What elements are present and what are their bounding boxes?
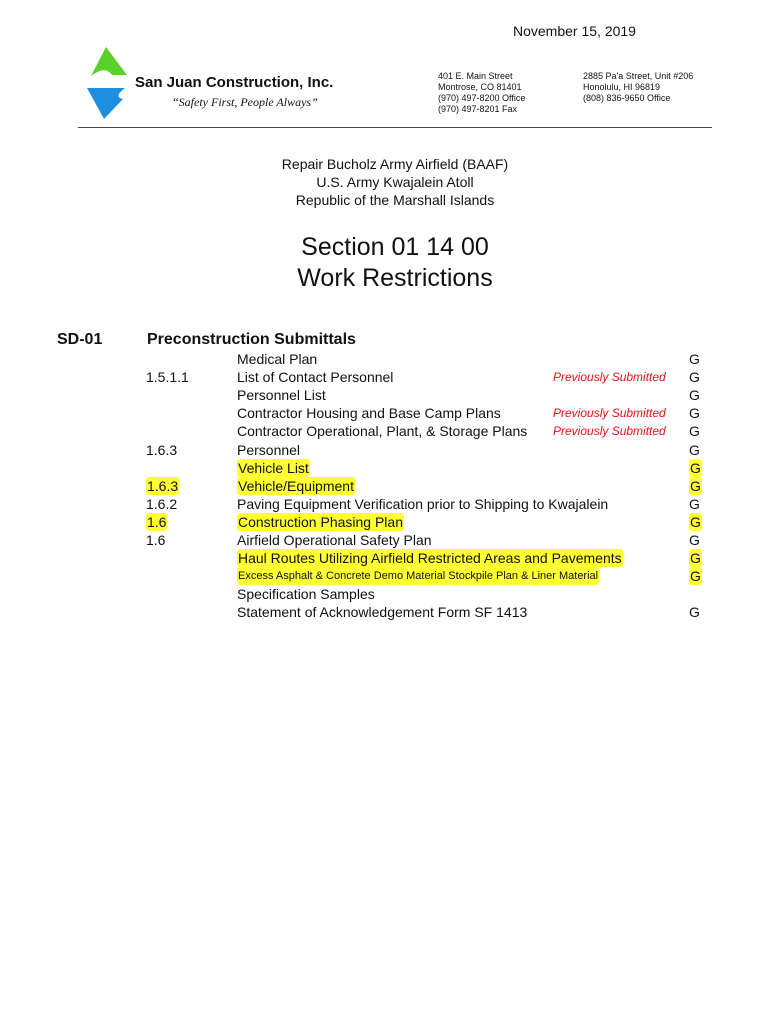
submittal-ref: 1.6 <box>146 532 166 548</box>
submittal-ref: 1.6.2 <box>146 495 178 512</box>
submittal-code: SD-01 <box>57 331 103 348</box>
submittal-row <box>0 350 768 368</box>
submittal-ref: 1.6.3 <box>146 441 178 458</box>
address-line: (970) 497-8200 Office <box>438 93 526 103</box>
submittal-classification: G <box>690 459 701 476</box>
submittal-ref: 1.6 <box>147 513 167 530</box>
company-slogan: “Safety First, People Always” <box>172 95 318 109</box>
submittal-item: List of Contact Personnel <box>237 369 394 386</box>
company-name: San Juan Construction, Inc. <box>135 74 334 91</box>
submittal-row <box>0 531 768 549</box>
submittal-status-note: Previously Submitted <box>553 370 666 385</box>
submittal-row <box>0 549 768 567</box>
header-divider <box>78 127 712 128</box>
submittal-item: Medical Plan <box>237 351 318 367</box>
submittal-item: Contractor Housing and Base Camp Plans <box>237 405 501 422</box>
submittal-row <box>0 422 768 440</box>
submittal-classification: G <box>690 568 701 585</box>
submittal-row <box>0 477 768 495</box>
address-line: 401 E. Main Street <box>438 71 513 81</box>
project-line: Repair Bucholz Army Airfield (BAAF) <box>281 156 509 172</box>
submittal-row <box>0 368 768 386</box>
submittal-row <box>0 459 768 477</box>
address-line: 2885 Pa'a Street, Unit #206 <box>583 71 694 81</box>
submittal-item: Excess Asphalt & Concrete Demo Material Stockpile Plan & Liner Material <box>237 567 599 585</box>
submittal-item: Vehicle/Equipment <box>238 477 354 494</box>
submittal-heading: Preconstruction Submittals <box>147 331 356 348</box>
submittal-classification: G <box>689 405 700 422</box>
submittal-classification: G <box>689 495 700 512</box>
submittal-ref: 1.6.3 <box>147 477 179 494</box>
submittal-classification: G <box>689 423 700 440</box>
address-line: (970) 497-8201 Fax <box>438 104 518 114</box>
address-honolulu <box>583 71 693 104</box>
section-title: Work Restrictions <box>297 264 493 292</box>
submittal-ref: 1.5.1.1 <box>146 369 189 386</box>
submittal-classification: G <box>690 513 701 530</box>
submittal-row <box>0 567 768 585</box>
address-line: Montrose, CO 81401 <box>438 82 522 92</box>
submittal-status-note: Previously Submitted <box>553 406 666 421</box>
project-line: U.S. Army Kwajalein Atoll <box>316 174 474 190</box>
submittal-row <box>0 585 768 603</box>
submittal-row <box>0 495 768 513</box>
project-line: Republic of the Marshall Islands <box>295 192 495 208</box>
submittal-item: Vehicle List <box>238 459 309 476</box>
submittal-status-note: Previously Submitted <box>553 424 666 439</box>
submittal-classification: G <box>689 441 700 458</box>
address-line: Honolulu, HI 96819 <box>583 82 661 92</box>
submittal-row <box>0 513 768 531</box>
submittal-classification: G <box>689 369 700 386</box>
submittal-row <box>0 404 768 422</box>
submittal-classification: G <box>690 550 701 567</box>
submittal-item: Paving Equipment Verification prior to Shipping to Kwajalein <box>237 495 609 512</box>
address-line: (808) 836-9650 Office <box>583 93 671 103</box>
submittal-classification: G <box>689 532 700 548</box>
company-logo <box>83 45 129 121</box>
submittal-item: Statement of Acknowledgement Form SF 1413 <box>237 604 528 621</box>
letter-date: November 15, 2019 <box>513 23 636 39</box>
submittal-item: Personnel <box>237 441 301 458</box>
submittal-row <box>0 441 768 459</box>
project-info <box>0 155 768 209</box>
submittal-item: Haul Routes Utilizing Airfield Restricted Areas and Pavements <box>238 550 622 567</box>
submittal-item: Specification Samples <box>237 586 375 603</box>
submittal-item: Contractor Operational, Plant, & Storage Plans <box>237 423 528 440</box>
submittal-row <box>0 603 768 621</box>
section-number: Section 01 14 00 <box>301 233 489 261</box>
section-heading <box>0 232 768 294</box>
submittal-classification: G <box>689 387 700 404</box>
submittal-item: Airfield Operational Safety Plan <box>237 532 432 548</box>
submittal-classification: G <box>689 604 700 621</box>
submittal-item: Personnel List <box>237 387 326 404</box>
submittal-item: Construction Phasing Plan <box>238 513 403 530</box>
submittal-classification: G <box>689 351 700 367</box>
submittal-classification: G <box>690 477 701 494</box>
submittal-row <box>0 386 768 404</box>
address-montrose <box>438 71 525 115</box>
